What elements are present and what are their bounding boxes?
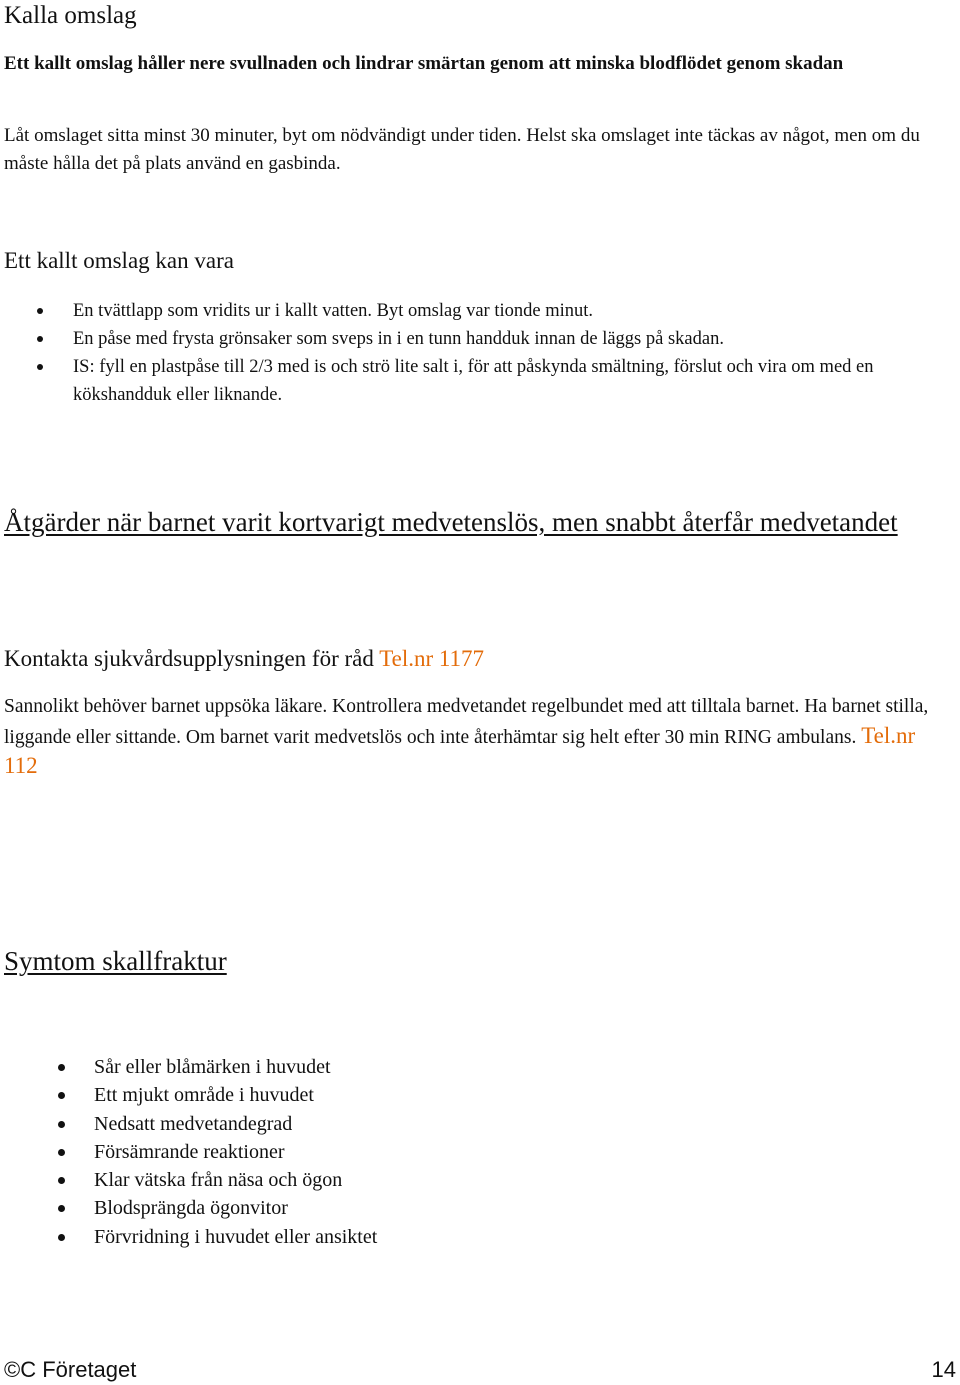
list-item-text: IS: fyll en plastpåse till 2/3 med is och strö lite salt i, för att påskynda smältning, förslut och vira om med en kökshandduk eller liknande. [73, 357, 874, 405]
list-item-text: En påse med frysta grönsaker som sveps in i en tunn handduk innan de läggs på skadan. [73, 329, 724, 349]
section-heading-medvetandet: Åtgärder när barnet varit kortvarigt medvetenslös, men snabbt återfår medvetandet [4, 507, 898, 537]
bullet-icon [58, 1149, 65, 1156]
list-item [58, 1138, 758, 1166]
bullet-icon [58, 1205, 65, 1212]
contact-line [4, 644, 484, 674]
list-item [58, 1194, 758, 1222]
list-item [58, 1223, 758, 1251]
section-heading-kalla-omslag: Kalla omslag [4, 2, 137, 29]
instructions-paragraph: Låt omslaget sitta minst 30 minuter, byt om nödvändigt under tiden. Helst ska omslaget inte täckas av något, men om du måste hålla det på plats använd en gasbinda. [4, 125, 920, 174]
list-item [58, 1110, 758, 1138]
list-item-text: En tvättlapp som vridits ur i kallt vatten. Byt omslag var tionde minut. [73, 301, 593, 321]
cold-compress-list [37, 297, 942, 409]
bullet-icon [58, 1064, 65, 1071]
contact-text: Kontakta sjukvårdsupplysningen för råd [4, 646, 380, 671]
advice-text: Sannolikt behöver barnet uppsöka läkare. Kontrollera medvetandet regelbundet med att tilltala barnet. Ha barnet stilla, liggande eller sittande. Om barnet varit medvetslös och inte återhämtar sig helt efter 30 min RING ambulans. [4, 696, 929, 748]
bullet-icon [58, 1121, 65, 1128]
list-item-text: Sår eller blåmärken i huvudet [94, 1056, 331, 1078]
list-item [37, 353, 942, 409]
list-item [58, 1081, 758, 1109]
list-item-text: Försämrande reaktioner [94, 1140, 285, 1163]
list-item-text: Blodsprängda ögonvitor [94, 1197, 288, 1220]
list-item [58, 1166, 758, 1194]
list-item [37, 297, 942, 325]
list-item [37, 325, 942, 353]
bullet-icon [58, 1177, 65, 1184]
footer-copyright: ©C Företaget [4, 1357, 137, 1382]
advice-paragraph [4, 693, 954, 783]
lead-paragraph: Ett kallt omslag håller nere svullnaden och lindrar smärtan genom att minska blodflödet genom skadan [4, 53, 844, 74]
list-item [58, 1053, 758, 1081]
bullet-icon [37, 364, 43, 370]
phone-1177[interactable]: Tel.nr 1177 [379, 646, 485, 671]
page-number: 14 [931, 1357, 956, 1382]
subheading-kallt-omslag: Ett kallt omslag kan vara [4, 248, 234, 273]
list-item-text: Nedsatt medvetandegrad [94, 1112, 293, 1135]
list-item-text: Förvridning i huvudet eller ansiktet [94, 1225, 378, 1248]
bullet-icon [58, 1234, 65, 1241]
skull-fracture-symptom-list [58, 1053, 758, 1251]
list-item-text: Ett mjukt område i huvudet [94, 1084, 314, 1107]
section-heading-skallfraktur: Symtom skallfraktur [4, 946, 227, 976]
phone-112[interactable]: Tel.nr 112 [4, 722, 916, 778]
list-item-text: Klar vätska från näsa och ögon [94, 1169, 343, 1192]
bullet-icon [37, 336, 43, 342]
bullet-icon [58, 1092, 65, 1099]
bullet-icon [37, 308, 43, 314]
